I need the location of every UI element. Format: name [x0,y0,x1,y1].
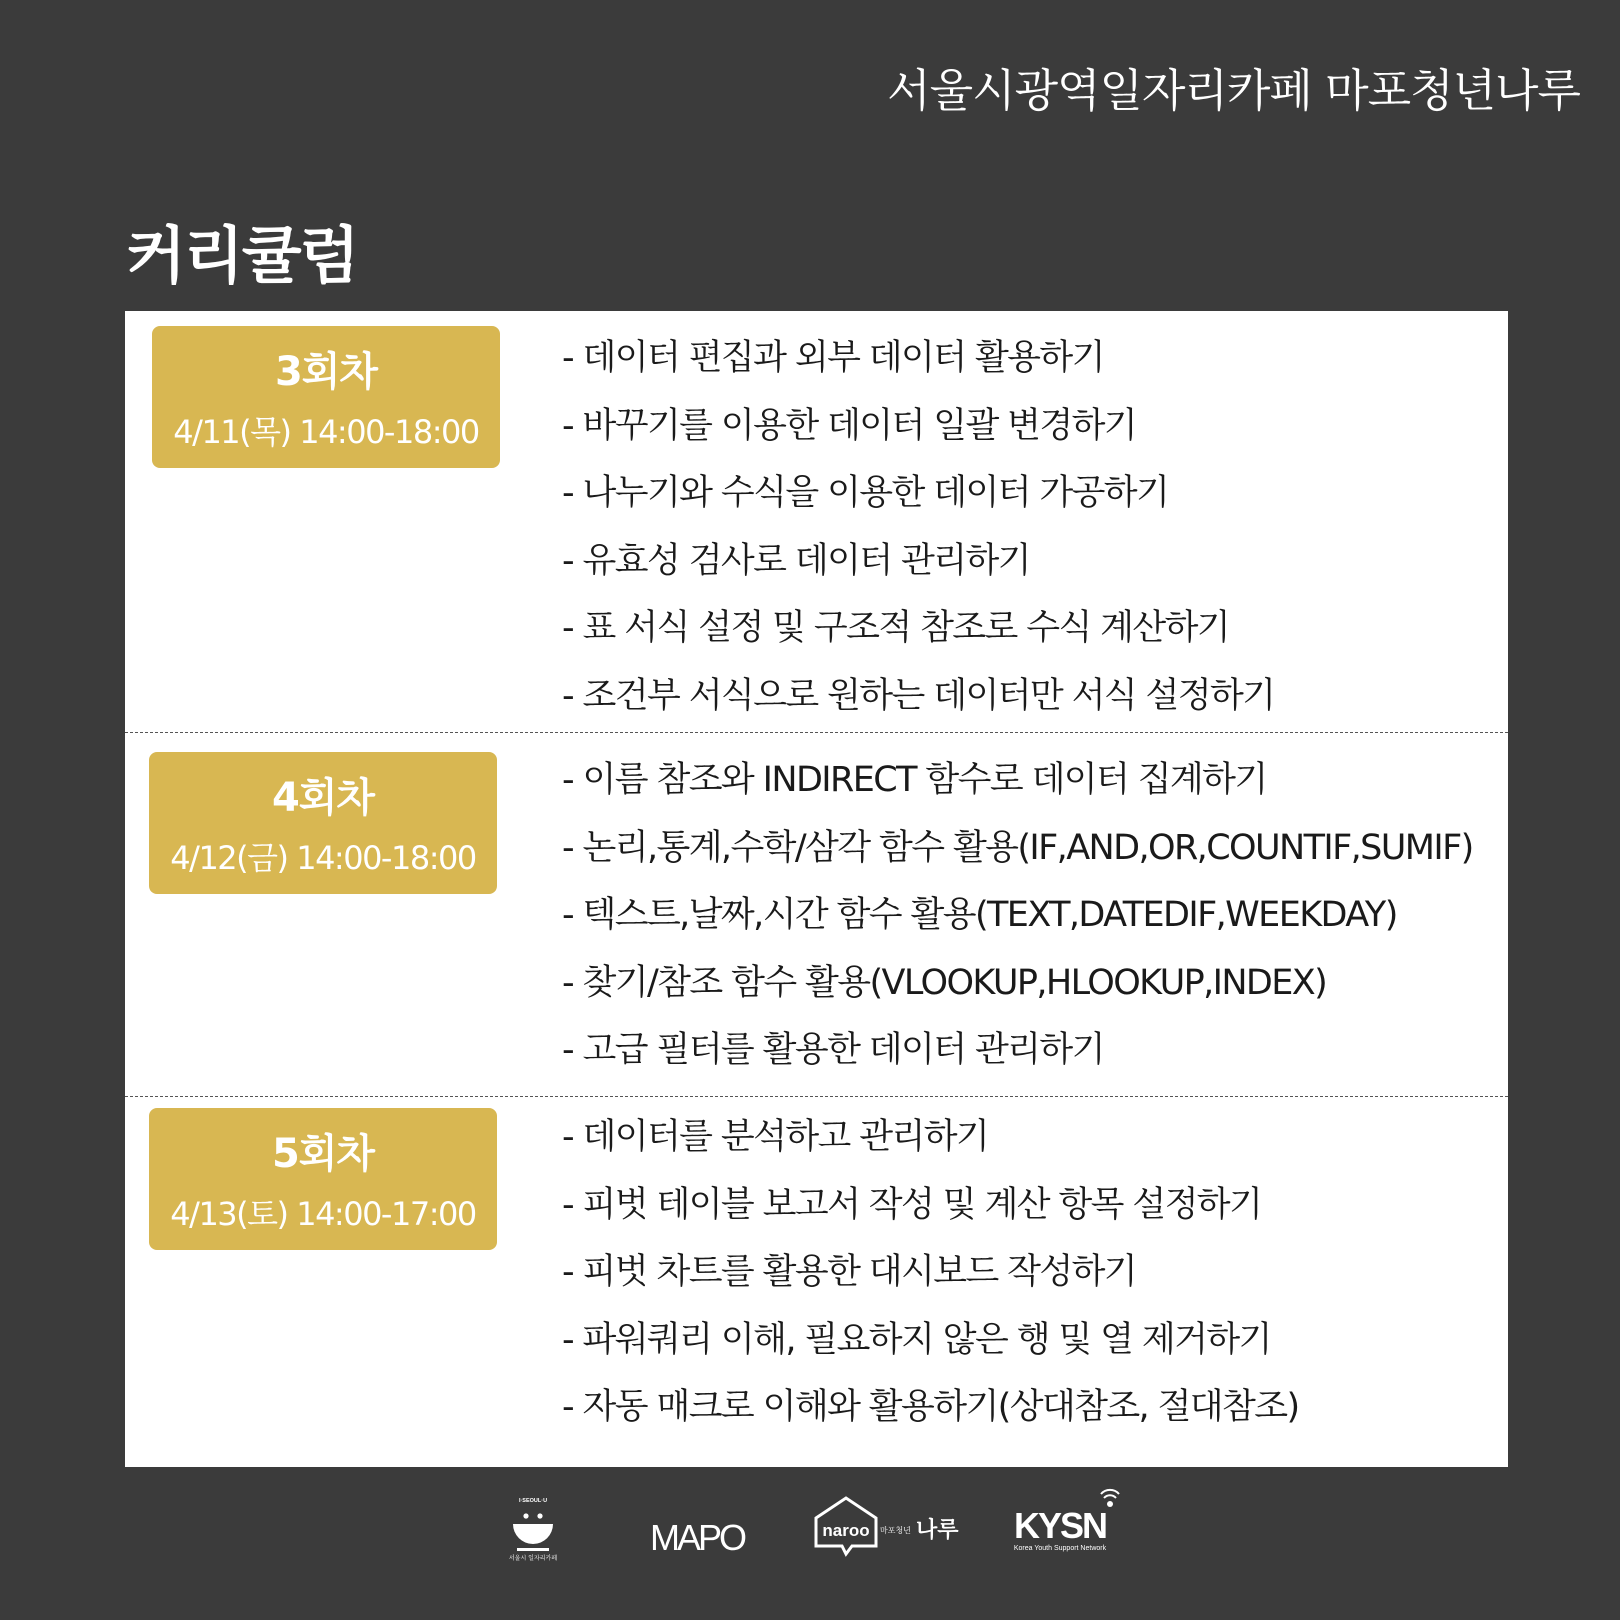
topic-item: - 바꾸기를 이용한 데이터 일괄 변경하기 [562,405,1137,446]
topic-list [562,1112,1507,1450]
topic-item: - 유효성 검사로 데이터 관리하기 [562,540,1030,581]
page-title: 커리큘럼 [126,219,358,292]
session-badge [149,752,497,894]
topic-item: - 피벗 테이블 보고서 작성 및 계산 항목 설정하기 [562,1184,1262,1225]
topic-item: - 파워쿼리 이해, 필요하지 않은 행 및 열 제거하기 [562,1319,1271,1360]
topic-item: - 피벗 차트를 활용한 대시보드 작성하기 [562,1252,1137,1292]
topic-item: - 데이터를 분석하고 관리하기 [562,1117,989,1157]
naroo-logo-small: 마포청년 [880,1526,911,1535]
seoul-job-cafe-logo [505,1496,561,1564]
session-title: 5회차 [271,1131,375,1177]
session-5 [125,1098,1508,1467]
session-time: 4/11(목) 14:00-18:00 [173,413,479,451]
topic-list [562,755,1507,1093]
topic-item: - 논리,통계,수학/삼각 함수 활용(IF,AND,OR,COUNTIF,SUMIF) [562,827,1473,868]
naroo-logo [812,1492,962,1558]
kysn-logo-text: KYSN [1013,1505,1107,1546]
session-title: 3회차 [274,349,378,395]
kysn-logo-sub: Korea Youth Support Network [1013,1545,1107,1552]
session-badge [152,326,500,468]
session-badge [149,1108,497,1250]
topic-item: - 조건부 서식으로 원하는 데이터만 서식 설정하기 [562,675,1275,716]
seoul-logo-top-text: I·SEOUL·U [518,1498,548,1504]
topic-item: - 나누기와 수식을 이용한 데이터 가공하기 [562,473,1169,513]
org-title: 서울시광역일자리카페 마포청년나루 [887,64,1580,117]
topic-item: - 텍스트,날짜,시간 함수 활용(TEXT,DATEDIF,WEEKDAY) [562,895,1397,935]
topic-item: - 데이터 편집과 외부 데이터 활용하기 [562,338,1104,378]
partner-logos [0,1488,1620,1588]
seoul-logo-bottom-text: 서울시 일자리카페 [508,1555,558,1562]
session-3 [125,311,1508,733]
curriculum-panel [125,311,1508,1467]
session-time: 4/12(금) 14:00-18:00 [170,839,476,877]
topic-item: - 표 서식 설정 및 구조적 참조로 수식 계산하기 [562,608,1230,648]
topic-item: - 이름 참조와 INDIRECT 함수로 데이터 집계하기 [562,760,1267,800]
naroo-logo-ko: 나루 [916,1518,959,1543]
topic-item: - 고급 필터를 활용한 데이터 관리하기 [562,1030,1104,1070]
topic-list [562,333,1507,738]
session-title: 4회차 [271,775,375,821]
mapo-logo-text: MAPO [649,1518,745,1558]
mapo-logo [638,1518,756,1558]
session-4 [125,734,1508,1097]
naroo-logo-en: naroo [822,1521,870,1540]
bowl-icon [513,1513,553,1551]
topic-item: - 자동 매크로 이해와 활용하기(상대참조, 절대참조) [562,1387,1299,1427]
session-time: 4/13(토) 14:00-17:00 [170,1195,476,1233]
kysn-logo [1010,1488,1120,1558]
topic-item: - 찾기/참조 함수 활용(VLOOKUP,HLOOKUP,INDEX) [562,962,1327,1003]
